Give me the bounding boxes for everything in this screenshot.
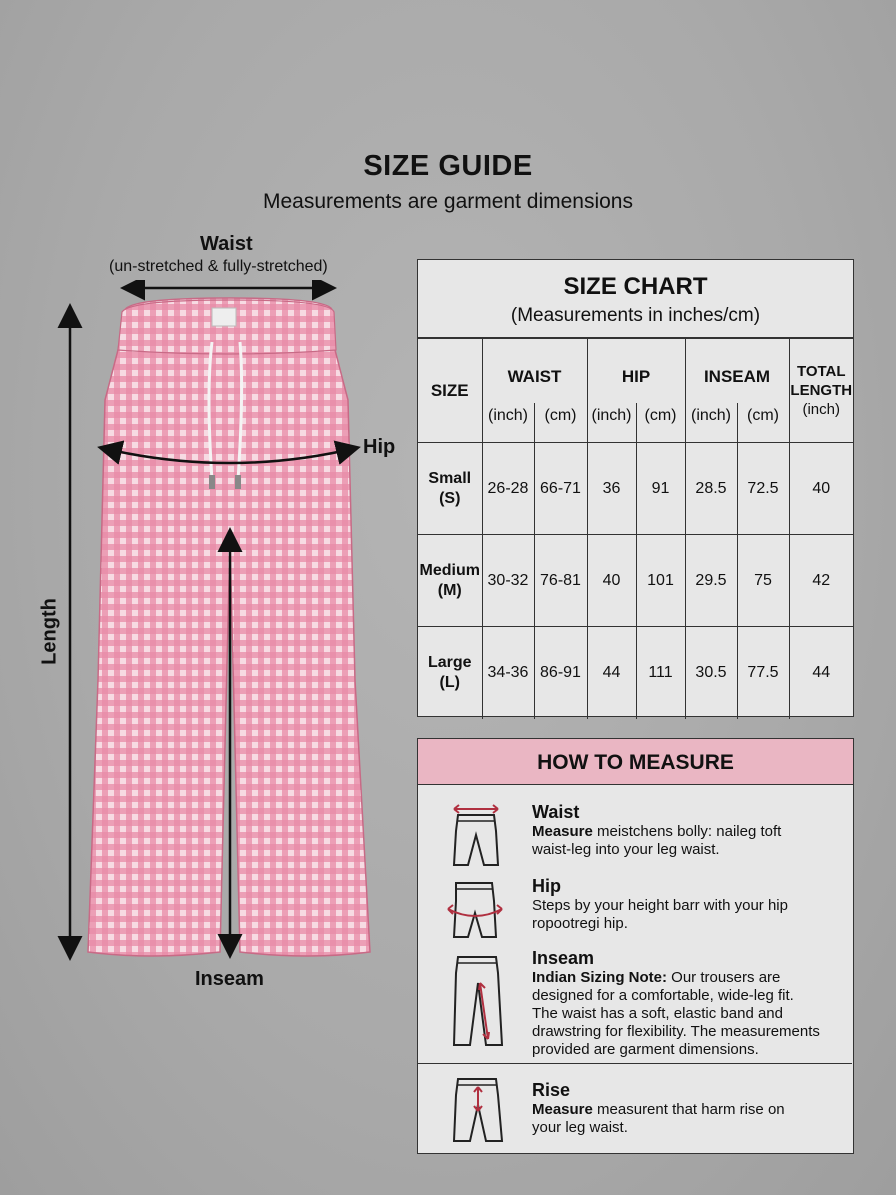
waist-measure-icon — [446, 801, 506, 871]
table-cell: 34-36 — [482, 627, 534, 719]
rise-measure-icon — [450, 1075, 510, 1147]
hip-label: Hip — [363, 436, 396, 458]
unit-label: (cm) — [737, 403, 789, 443]
unit-label: (inch) — [685, 403, 737, 443]
unit-label: (cm) — [636, 403, 685, 443]
measure-line: ropootregi hip. — [532, 915, 628, 932]
total-length-line1: TOTAL — [796, 363, 846, 380]
table-cell: 42 — [789, 535, 853, 627]
page-title: SIZE GUIDE — [363, 150, 533, 182]
measure-bold: Indian Sizing Note: — [532, 969, 667, 986]
size-column-header: SIZE — [418, 339, 482, 443]
size-chart — [417, 259, 854, 717]
measure-line: measurent that harm rise on — [592, 1101, 785, 1118]
waist-column-header: WAIST — [482, 339, 587, 403]
measure-line: drawstring for flexibility. The measurements — [532, 1023, 820, 1040]
size-chart-header — [418, 260, 853, 338]
page-subtitle: Measurements are garment dimensions — [262, 190, 633, 213]
table-cell: 30-32 — [482, 535, 534, 627]
table-cell: 28.5 — [685, 443, 737, 535]
measure-heading: Rise — [532, 1080, 571, 1100]
table-cell: 72.5 — [737, 443, 789, 535]
measure-bold: Measure — [532, 823, 593, 840]
size-chart-title: SIZE CHART — [563, 273, 708, 300]
size-name: Small (S) — [418, 443, 482, 535]
measure-text-waist — [532, 801, 850, 859]
inseam-column-header: INSEAM — [685, 339, 789, 403]
size-name: Large (L) — [418, 627, 482, 719]
table-cell: 44 — [587, 627, 636, 719]
hip-measure-icon — [442, 877, 508, 943]
how-to-measure-panel — [417, 738, 854, 1154]
total-length-unit: (inch) — [802, 401, 840, 418]
table-cell: 75 — [737, 535, 789, 627]
measure-heading: Hip — [532, 876, 561, 896]
total-length-line2: LENGTH — [790, 382, 853, 399]
measure-heading: Waist — [532, 802, 580, 822]
table-cell: 111 — [636, 627, 685, 719]
measure-heading: Inseam — [532, 948, 595, 968]
table-cell: 40 — [587, 535, 636, 627]
size-chart-subtitle: (Measurements in inches/cm) — [510, 305, 761, 326]
table-cell: 30.5 — [685, 627, 737, 719]
how-to-measure-title: HOW TO MEASURE — [418, 739, 853, 785]
measure-line: Our trousers are — [667, 969, 781, 986]
measure-line: provided are garment dimensions. — [532, 1041, 759, 1058]
total-length-column-header — [789, 339, 853, 443]
table-row — [418, 535, 853, 627]
waist-label: Waist — [200, 233, 253, 255]
size-name: Medium (M) — [418, 535, 482, 627]
table-cell: 91 — [636, 443, 685, 535]
measure-bold: Measure — [532, 1101, 593, 1118]
size-table — [418, 338, 853, 719]
measure-line: your leg waist. — [532, 1119, 628, 1136]
table-cell: 101 — [636, 535, 685, 627]
divider — [418, 1063, 852, 1064]
measure-line: meistchens bolly: naileg toft — [592, 823, 782, 840]
table-cell: 66-71 — [534, 443, 587, 535]
table-cell: 76-81 — [534, 535, 587, 627]
unit-label: (cm) — [534, 403, 587, 443]
pants-diagram — [30, 280, 400, 980]
waist-sublabel: (un-stretched & fully-stretched) — [109, 258, 328, 275]
table-cell: 36 — [587, 443, 636, 535]
table-cell: 86-91 — [534, 627, 587, 719]
hip-column-header: HIP — [587, 339, 685, 403]
measure-text-rise — [532, 1079, 850, 1137]
unit-label: (inch) — [482, 403, 534, 443]
table-cell: 29.5 — [685, 535, 737, 627]
measure-text-hip — [532, 875, 850, 933]
table-row — [418, 627, 853, 719]
table-cell: 44 — [789, 627, 853, 719]
length-label: Length — [38, 598, 61, 665]
table-cell: 77.5 — [737, 627, 789, 719]
measure-text-inseam — [532, 947, 850, 1059]
measure-line: Steps by your height barr with your hip — [532, 897, 788, 914]
measure-line: The waist has a soft, elastic band and — [532, 1005, 783, 1022]
table-cell: 26-28 — [482, 443, 534, 535]
measure-line: designed for a comfortable, wide-leg fit. — [532, 987, 794, 1004]
table-cell: 40 — [789, 443, 853, 535]
unit-label: (inch) — [587, 403, 636, 443]
measure-line: waist-leg into your leg waist. — [532, 841, 720, 858]
inseam-measure-icon — [450, 953, 510, 1049]
table-row — [418, 443, 853, 535]
inseam-label: Inseam — [195, 968, 264, 990]
